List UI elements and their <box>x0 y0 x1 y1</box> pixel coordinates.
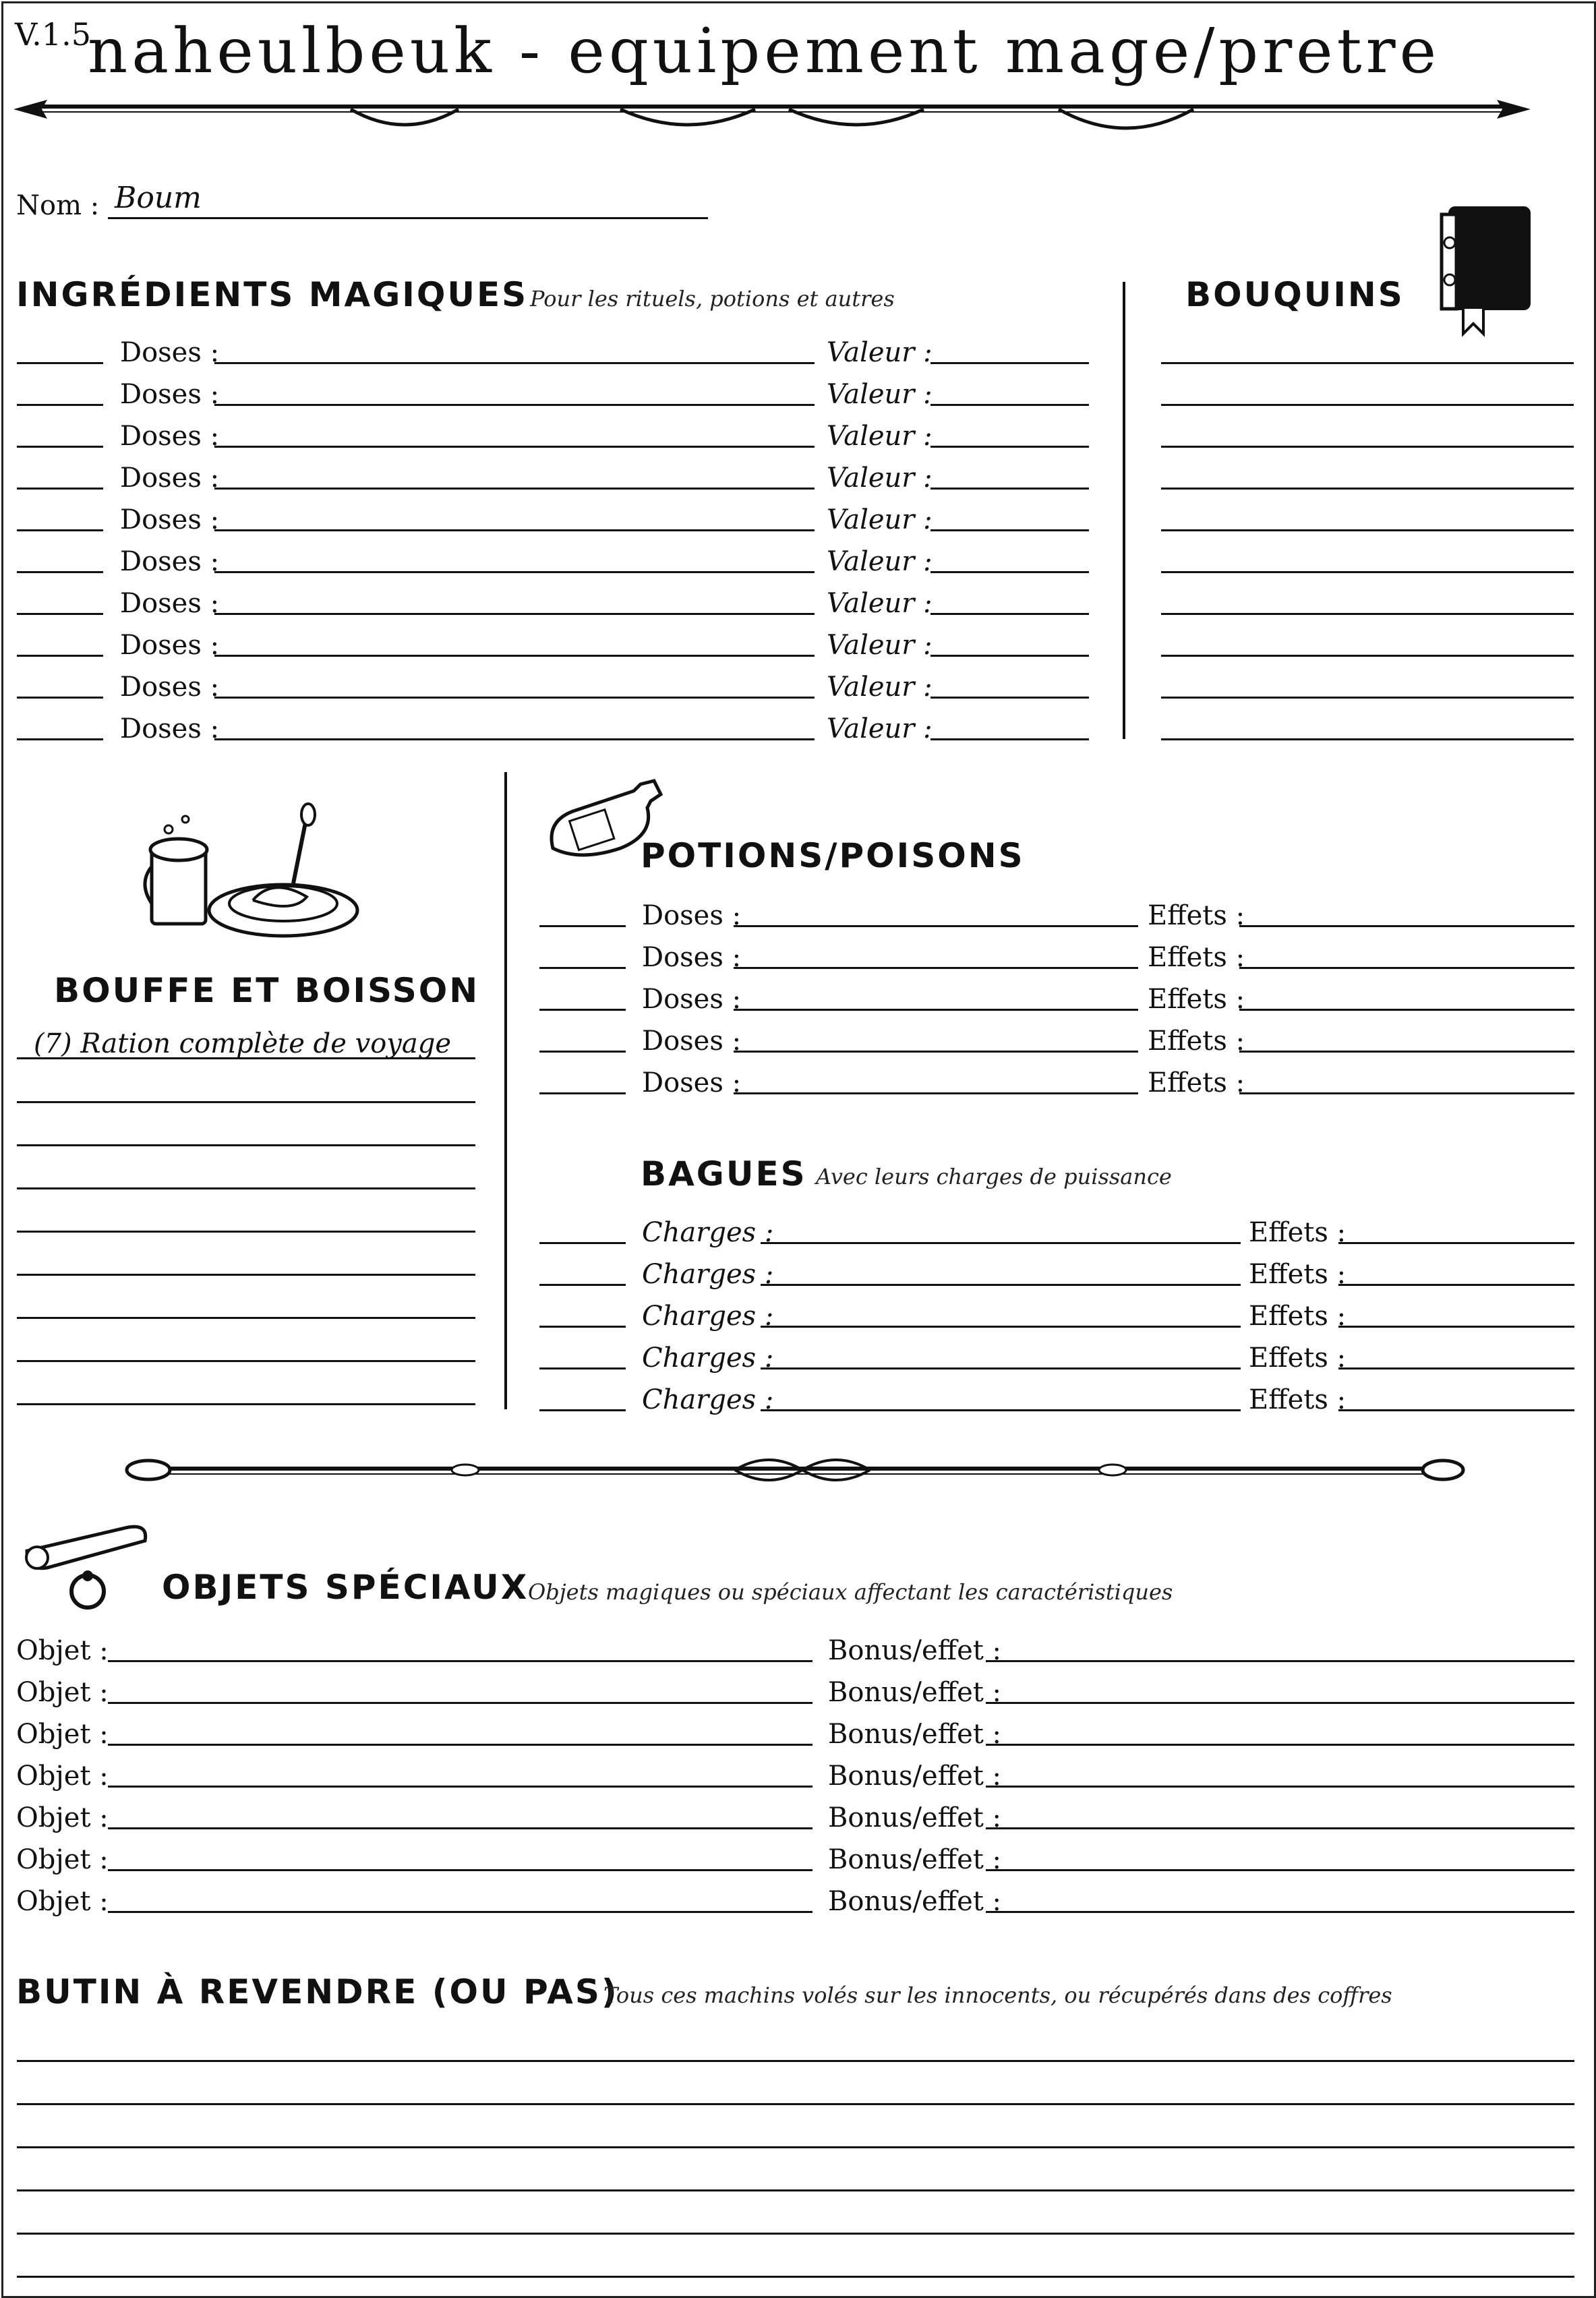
potion-name-field[interactable] <box>734 1051 1138 1053</box>
potion-name-field[interactable] <box>734 1092 1138 1094</box>
bague-effet-field[interactable] <box>1338 1367 1574 1369</box>
ingredient-doses-label: Doses : <box>120 421 220 452</box>
ingredient-qty-field[interactable] <box>17 404 103 406</box>
bouffe-item[interactable]: (7) Ration complète de voyage <box>34 1028 452 1059</box>
ingredient-valeur-field[interactable] <box>930 613 1089 615</box>
ingredient-qty-field[interactable] <box>17 738 103 740</box>
potion-name-field[interactable] <box>734 925 1138 927</box>
bouquin-line-field[interactable] <box>1161 446 1574 448</box>
bonus-field[interactable] <box>986 1911 1574 1913</box>
potion-effet-field[interactable] <box>1239 1051 1574 1053</box>
bouquin-line-field[interactable] <box>1161 529 1574 531</box>
bagues-title: BAGUES <box>641 1154 807 1194</box>
potion-doses-label: Doses : <box>642 1026 742 1057</box>
ingredient-valeur-field[interactable] <box>930 655 1089 657</box>
bague-charges-label: Charges : <box>642 1301 774 1332</box>
ingredient-name-field[interactable] <box>214 362 815 364</box>
butin-subtitle: Tous ces machins volés sur les innocents, ou récupérés dans des coffres <box>603 1982 1392 2008</box>
bouffe-line-field[interactable] <box>17 1274 475 1276</box>
potion-name-field[interactable] <box>734 1009 1138 1011</box>
ingredient-qty-field[interactable] <box>17 697 103 699</box>
bouquin-line-field[interactable] <box>1161 488 1574 490</box>
ingredients-title: INGRÉDIENTS MAGIQUES <box>16 275 529 314</box>
objets-subtitle: Objets magiques ou spéciaux affectant les caractéristiques <box>528 1579 1173 1605</box>
potion-doses-label: Doses : <box>642 942 742 973</box>
bonus-field[interactable] <box>986 1869 1574 1871</box>
name-line <box>108 217 708 219</box>
objet-label: Objet : <box>16 1886 109 1917</box>
ingredient-qty-field[interactable] <box>17 655 103 657</box>
ingredient-doses-label: Doses : <box>120 588 220 619</box>
ingredient-qty-field[interactable] <box>17 488 103 490</box>
objet-label: Objet : <box>16 1677 109 1708</box>
staff-divider-icon <box>128 1450 1463 1490</box>
bouffe-line-field[interactable] <box>17 1231 475 1233</box>
ingredient-name-field[interactable] <box>214 613 815 615</box>
ingredient-valeur-label: Valeur : <box>827 546 933 577</box>
butin-line-field[interactable] <box>17 2233 1574 2235</box>
ingredient-valeur-field[interactable] <box>930 362 1089 364</box>
potion-effets-label: Effets : <box>1148 900 1245 931</box>
page-title: naheulbeuk - equipement mage/pretre <box>88 15 1441 87</box>
ingredient-valeur-field[interactable] <box>930 529 1089 531</box>
bonus-label: Bonus/effet : <box>828 1844 1002 1875</box>
bague-charges-field[interactable] <box>761 1409 1241 1411</box>
bague-effets-label: Effets : <box>1249 1343 1347 1374</box>
ingredients-subtitle: Pour les rituels, potions et autres <box>530 286 895 312</box>
bonus-label: Bonus/effet : <box>828 1761 1002 1792</box>
column-divider-2 <box>504 772 507 1409</box>
ingredient-name-field[interactable] <box>214 488 815 490</box>
version-label: V.1.5 <box>15 16 91 53</box>
ingredient-qty-field[interactable] <box>17 446 103 448</box>
objet-field[interactable] <box>108 1786 812 1788</box>
bouquins-title: BOUQUINS <box>1185 275 1405 314</box>
ingredient-qty-field[interactable] <box>17 362 103 364</box>
bague-effet-field[interactable] <box>1338 1284 1574 1286</box>
bague-charges-label: Charges : <box>642 1384 774 1415</box>
potion-name-field[interactable] <box>734 967 1138 969</box>
bouquin-line-field[interactable] <box>1161 738 1574 740</box>
ingredient-valeur-field[interactable] <box>930 571 1089 573</box>
bague-charges-field[interactable] <box>761 1242 1241 1244</box>
objet-field[interactable] <box>108 1660 812 1662</box>
ingredient-valeur-field[interactable] <box>930 738 1089 740</box>
potion-effet-field[interactable] <box>1239 967 1574 969</box>
ingredient-valeur-field[interactable] <box>930 446 1089 448</box>
ingredient-name-field[interactable] <box>214 697 815 699</box>
potion-effet-field[interactable] <box>1239 1009 1574 1011</box>
butin-line-field[interactable] <box>17 2060 1574 2062</box>
objet-label: Objet : <box>16 1761 109 1792</box>
bague-charges-field[interactable] <box>761 1284 1241 1286</box>
bague-qty-field[interactable] <box>539 1326 626 1328</box>
ingredient-qty-field[interactable] <box>17 529 103 531</box>
bouquin-line-field[interactable] <box>1161 404 1574 406</box>
objet-label: Objet : <box>16 1802 109 1833</box>
ingredient-doses-label: Doses : <box>120 337 220 368</box>
bague-effet-field[interactable] <box>1338 1326 1574 1328</box>
objet-field[interactable] <box>108 1744 812 1746</box>
bonus-field[interactable] <box>986 1702 1574 1704</box>
bouffe-title: BOUFFE ET BOISSON <box>54 971 480 1010</box>
bouquin-line-field[interactable] <box>1161 362 1574 364</box>
bague-charges-label: Charges : <box>642 1259 774 1290</box>
objet-label: Objet : <box>16 1719 109 1750</box>
bague-effets-label: Effets : <box>1249 1301 1347 1332</box>
name-label: Nom : <box>16 190 100 221</box>
bague-charges-field[interactable] <box>761 1326 1241 1328</box>
bouquin-line-field[interactable] <box>1161 697 1574 699</box>
ingredient-valeur-label: Valeur : <box>827 337 933 368</box>
bonus-label: Bonus/effet : <box>828 1802 1002 1833</box>
butin-line-field[interactable] <box>17 2103 1574 2105</box>
potion-effets-label: Effets : <box>1148 942 1245 973</box>
ingredient-valeur-label: Valeur : <box>827 630 933 661</box>
column-divider <box>1123 282 1125 739</box>
bouffe-line-field[interactable] <box>17 1360 475 1362</box>
potion-doses-label: Doses : <box>642 1067 742 1098</box>
ingredient-qty-field[interactable] <box>17 571 103 573</box>
food-mug-icon <box>138 802 367 944</box>
bague-effet-field[interactable] <box>1338 1242 1574 1244</box>
bouquin-line-field[interactable] <box>1161 571 1574 573</box>
bonus-label: Bonus/effet : <box>828 1677 1002 1708</box>
bonus-field[interactable] <box>986 1786 1574 1788</box>
potion-effet-field[interactable] <box>1239 1092 1574 1094</box>
potion-effets-label: Effets : <box>1148 1067 1245 1098</box>
potion-effet-field[interactable] <box>1239 925 1574 927</box>
bouffe-line-field[interactable] <box>17 1144 475 1146</box>
bague-effets-label: Effets : <box>1249 1217 1347 1248</box>
ingredient-name-field[interactable] <box>214 655 815 657</box>
potion-effets-label: Effets : <box>1148 984 1245 1015</box>
butin-line-field[interactable] <box>17 2189 1574 2191</box>
butin-title: BUTIN À REVENDRE (OU PAS) <box>16 1972 619 2011</box>
bouffe-line <box>17 1057 475 1059</box>
bague-charges-label: Charges : <box>642 1343 774 1374</box>
ingredient-doses-label: Doses : <box>120 379 220 410</box>
bague-effets-label: Effets : <box>1249 1384 1347 1415</box>
spear-divider-icon <box>13 86 1531 147</box>
ingredient-doses-label: Doses : <box>120 463 220 494</box>
potion-doses-label: Doses : <box>642 984 742 1015</box>
bague-qty-field[interactable] <box>539 1367 626 1369</box>
bonus-label: Bonus/effet : <box>828 1886 1002 1917</box>
objet-field[interactable] <box>108 1702 812 1704</box>
ingredient-name-field[interactable] <box>214 738 815 740</box>
bonus-label: Bonus/effet : <box>828 1635 1002 1666</box>
ingredient-valeur-label: Valeur : <box>827 713 933 744</box>
objet-field[interactable] <box>108 1911 812 1913</box>
bague-qty-field[interactable] <box>539 1409 626 1411</box>
ingredient-valeur-label: Valeur : <box>827 379 933 410</box>
potion-doses-label: Doses : <box>642 900 742 931</box>
ingredient-name-field[interactable] <box>214 529 815 531</box>
potion-effets-label: Effets : <box>1148 1026 1245 1057</box>
potion-qty-field[interactable] <box>539 1009 626 1011</box>
bouquin-line-field[interactable] <box>1161 655 1574 657</box>
ingredient-doses-label: Doses : <box>120 546 220 577</box>
ingredient-name-field[interactable] <box>214 571 815 573</box>
bague-charges-label: Charges : <box>642 1217 774 1248</box>
ingredient-valeur-field[interactable] <box>930 697 1089 699</box>
bonus-field[interactable] <box>986 1827 1574 1829</box>
objet-field[interactable] <box>108 1869 812 1871</box>
ingredient-name-field[interactable] <box>214 404 815 406</box>
bouffe-line-field[interactable] <box>17 1101 475 1103</box>
sheet-frame <box>1 1 1596 2298</box>
bonus-label: Bonus/effet : <box>828 1719 1002 1750</box>
ingredient-valeur-field[interactable] <box>930 404 1089 406</box>
objet-label: Objet : <box>16 1635 109 1666</box>
bouffe-line-field[interactable] <box>17 1317 475 1319</box>
ingredient-valeur-label: Valeur : <box>827 421 933 452</box>
bague-qty-field[interactable] <box>539 1284 626 1286</box>
bouquin-line-field[interactable] <box>1161 613 1574 615</box>
bonus-field[interactable] <box>986 1744 1574 1746</box>
ingredient-doses-label: Doses : <box>120 713 220 744</box>
book-icon <box>1436 196 1544 337</box>
potion-qty-field[interactable] <box>539 967 626 969</box>
potion-qty-field[interactable] <box>539 1092 626 1094</box>
bague-effet-field[interactable] <box>1338 1409 1574 1411</box>
bonus-field[interactable] <box>986 1660 1574 1662</box>
butin-line-field[interactable] <box>17 2146 1574 2148</box>
bagues-subtitle: Avec leurs charges de puissance <box>816 1164 1172 1189</box>
scroll-ring-icon <box>13 1510 155 1618</box>
objet-field[interactable] <box>108 1827 812 1829</box>
potion-qty-field[interactable] <box>539 925 626 927</box>
butin-line-field[interactable] <box>17 2276 1574 2278</box>
ingredient-valeur-label: Valeur : <box>827 588 933 619</box>
ingredient-qty-field[interactable] <box>17 613 103 615</box>
bague-effets-label: Effets : <box>1249 1259 1347 1290</box>
ingredient-valeur-label: Valeur : <box>827 463 933 494</box>
ingredient-name-field[interactable] <box>214 446 815 448</box>
name-field[interactable]: Boum <box>115 181 202 215</box>
ingredient-doses-label: Doses : <box>120 504 220 535</box>
ingredient-doses-label: Doses : <box>120 672 220 703</box>
potions-title: POTIONS/POISONS <box>641 836 1025 875</box>
bouffe-line-field[interactable] <box>17 1187 475 1189</box>
ingredient-valeur-field[interactable] <box>930 488 1089 490</box>
objets-title: OBJETS SPÉCIAUX <box>162 1568 529 1607</box>
ingredient-doses-label: Doses : <box>120 630 220 661</box>
bague-charges-field[interactable] <box>761 1367 1241 1369</box>
bague-qty-field[interactable] <box>539 1242 626 1244</box>
ingredient-valeur-label: Valeur : <box>827 504 933 535</box>
potion-qty-field[interactable] <box>539 1051 626 1053</box>
bouffe-line-field[interactable] <box>17 1403 475 1405</box>
ingredient-valeur-label: Valeur : <box>827 672 933 703</box>
objet-label: Objet : <box>16 1844 109 1875</box>
